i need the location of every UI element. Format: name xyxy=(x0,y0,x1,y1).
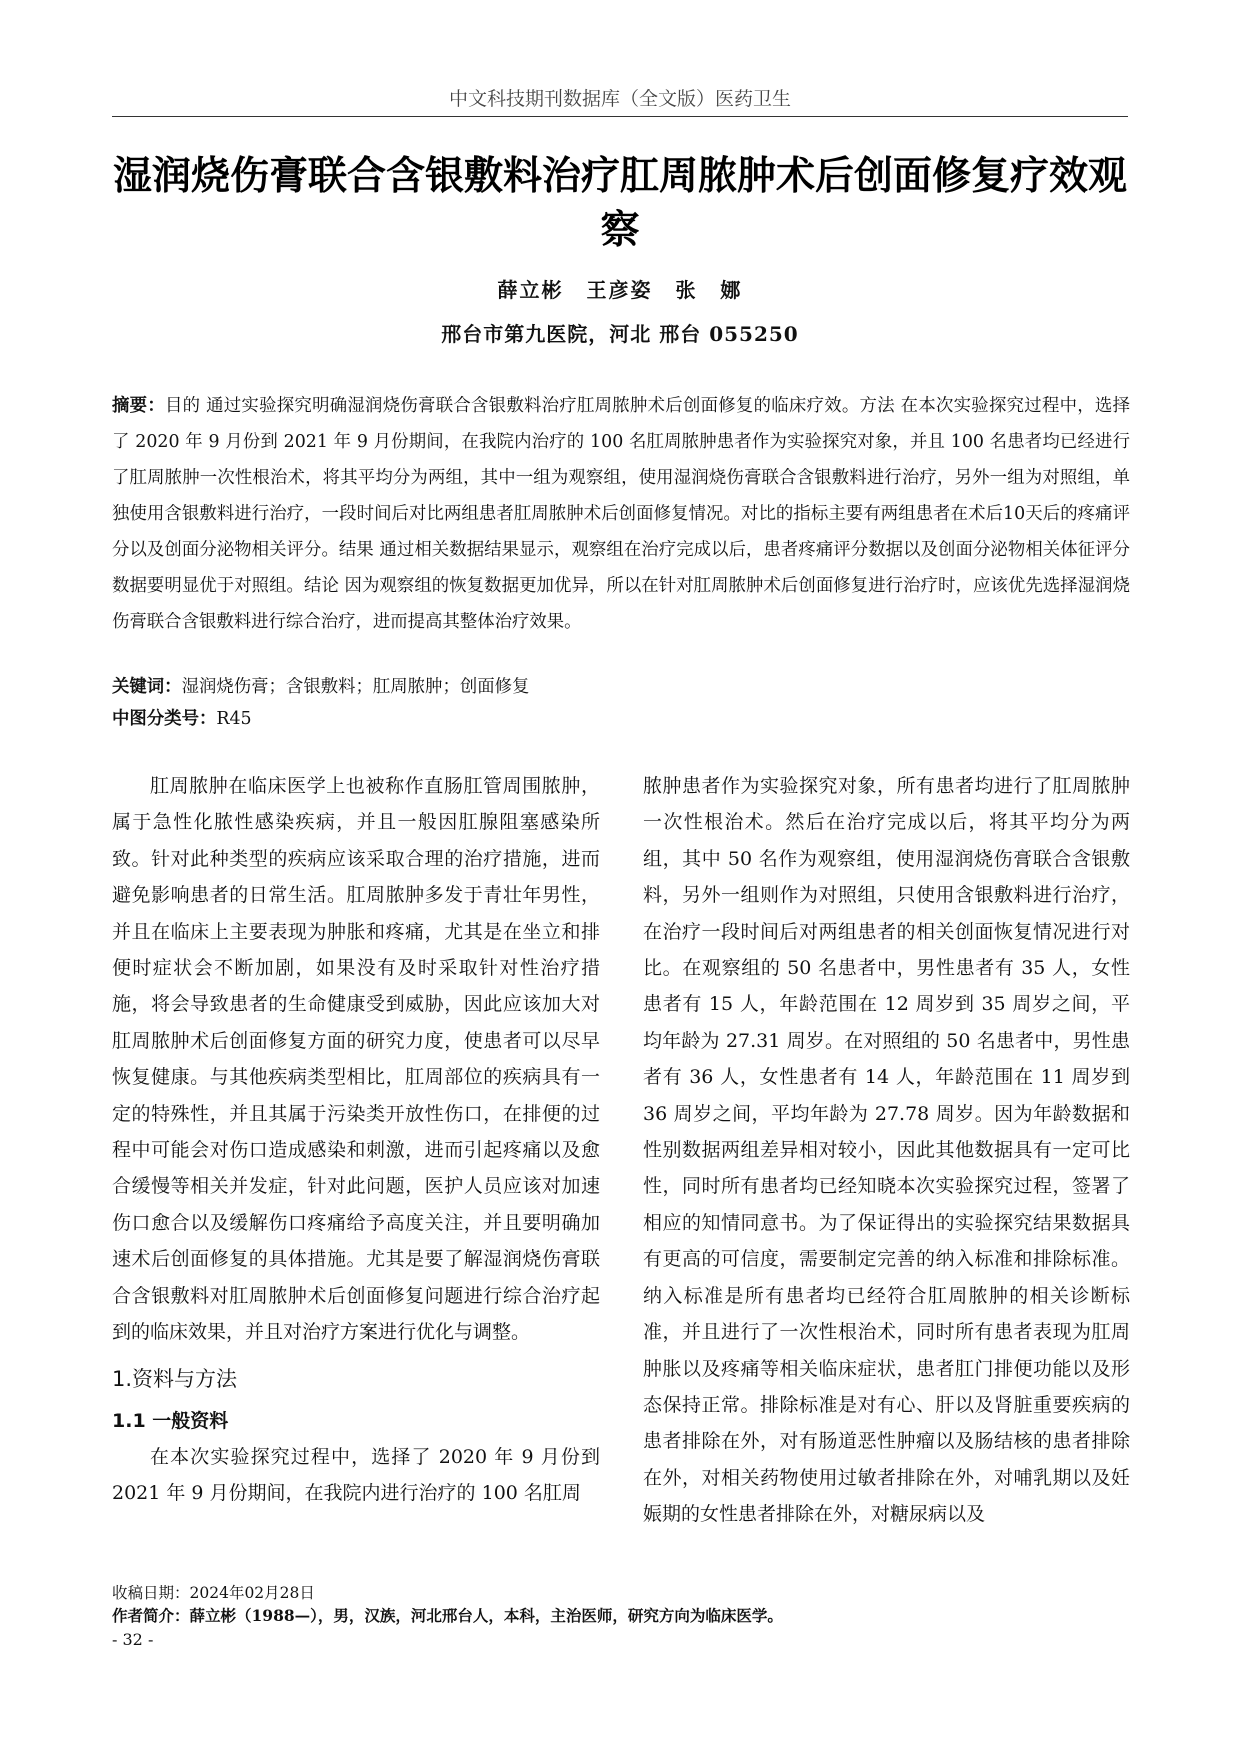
body-column-left xyxy=(112,768,600,1511)
subsection-heading: 1.1 一般资料 xyxy=(112,1409,229,1432)
intro-paragraph: 肛周脓肿在临床医学上也被称作直肠肛管周围脓肿，属于急性化脓性感染疾病，并且一般因肛腺阻塞感染所致。针对此种类型的疾病应该采取合理的治疗措施，进而避免影响患者的日常生活。肛周脓肿多发于青壮年男性，并且在临床上主要表现为肿胀和疼痛，尤其是在坐立和排便时症状会不断加剧，如果没有及时采取针对性治疗措施，将会导致患者的生命健康受到威胁，因此应该加大对肛周脓肿术后创面修复方面的研究力度，使患者可以尽早恢复健康。与其他疾病类型相比，肛周部位的疾病具有一定的特殊性，并且其属于污染类开放性伤口，在排便的过程中可能会对伤口造成感染和刺激，进而引起疼痛以及愈合缓慢等相关并发症，针对此问题，医护人员应该对加速伤口愈合以及缓解伤口疼痛给予高度关注，并且要明确加速术后创面修复的具体措施。尤其是要了解湿润烧伤膏联合含银敷料对肛周脓肿术后创面修复问题进行综合治疗起到的临床效果，并且对治疗方案进行优化与调整。 xyxy=(112,775,600,1344)
journal-header: 中文科技期刊数据库（全文版）医药卫生 xyxy=(448,88,791,110)
affiliation: 邢台市第九医院，河北 邢台 055250 xyxy=(441,322,799,346)
abstract-text: 目的 通过实验探究明确湿润烧伤膏联合含银敷料治疗肛周脓肿术后创面修复的临床疗效。方法 在本次实验探究过程中，选择了 2020 年 9 月份到 2021 年 9 月份期间，在我院内治疗的 100 名肛周脓肿患者作为实验探究对象，并且 100 名患者均已经进行了肛周脓肿一次性根治术，将其平均分为两组，其中一组为观察组，使用湿润烧伤膏联合含银敷料进行治疗，另外一组为对照组，单独使用含银敷料进行治疗，一段时间后对比两组患者肛周脓肿术后创面修复情况。对比的指标主要有两组患者在术后10天后的疼痛评分以及创面分泌物相关评分。结果 通过相关数据结果显示，观察组在治疗完成以后，患者疼痛评分数据以及创面分泌物相关体征评分数据要明显优于对照组。结论 因为观察组的恢复数据更加优异，所以在针对肛周脓肿术后创面修复进行治疗时，应该优先选择湿润烧伤膏联合含银敷料进行综合治疗，进而提高其整体治疗效果。 xyxy=(112,396,1130,632)
keywords xyxy=(112,672,1130,702)
abstract-label: 摘要： xyxy=(112,396,165,416)
article-title: 湿润烧伤膏联合含银敷料治疗肛周脓肿术后创面修复疗效观察 xyxy=(112,154,1127,253)
author-list: 薛立彬 王彦姿 张 娜 xyxy=(497,278,743,302)
keywords-label: 关键词： xyxy=(112,677,182,697)
clc-label: 中图分类号： xyxy=(112,709,217,729)
keywords-text: 湿润烧伤膏；含银敷料；肛周脓肿；创面修复 xyxy=(181,677,530,697)
page-number: - 32 - xyxy=(112,1630,154,1649)
materials-paragraph-continued: 脓肿患者作为实验探究对象，所有患者均进行了肛周脓肿一次性根治术。然后在治疗完成以后，将其平均分为两组，其中 50 名作为观察组，使用湿润烧伤膏联合含银敷料，另外一组则作为对照组，只使用含银敷料进行治疗，在治疗一段时间后对两组患者的相关创面恢复情况进行对比。在观察组的 50 名患者中，男性患者有 35 人，女性患者有 15 人，年龄范围在 12 周岁到 35 周岁之间，平均年龄为 27.31 周岁。在对照组的 50 名患者中，男性患者有 36 人，女性患者有 14 人，年龄范围在 11 周岁到 36 周岁之间，平均年龄为 27.78 周岁。因为年龄数据和性别数据两组差异相对较小，因此其他数据具有一定可比性，同时所有患者均已经知晓本次实验探究过程，签署了相应的知情同意书。为了保证得出的实验探究结果数据具有更高的可信度，需要制定完善的纳入标准和排除标准。纳入标准是所有患者均已经符合肛周脓肿的相关诊断标准，并且进行了一次性根治术，同时所有患者表现为肛周肿胀以及疼痛等相关临床症状，患者肛门排便功能以及形态保持正常。排除标准是对有心、肝以及肾脏重要疾病的患者排除在外，对有肠道恶性肿瘤以及肠结核的患者排除在外，对相关药物使用过敏者排除在外，对哺乳期以及妊娠期的女性患者排除在外，对糖尿病以及 xyxy=(643,775,1130,1526)
received-date: 收稿日期：2024年02月28日 xyxy=(112,1584,315,1602)
classification-number xyxy=(112,704,1130,734)
materials-paragraph: 在本次实验探究过程中，选择了 2020 年 9 月份到 2021 年 9 月份期间，在我院内进行治疗的 100 名肛周 xyxy=(112,1445,600,1504)
clc-value: R45 xyxy=(216,709,252,729)
author-biography: 作者简介：薛立彬（1988—），男，汉族，河北邢台人，本科，主治医师，研究方向为临床医学。 xyxy=(112,1606,783,1625)
section-heading: 1.资料与方法 xyxy=(112,1366,238,1391)
abstract xyxy=(112,388,1130,640)
body-column-right xyxy=(643,768,1130,1533)
header-divider xyxy=(112,116,1128,117)
